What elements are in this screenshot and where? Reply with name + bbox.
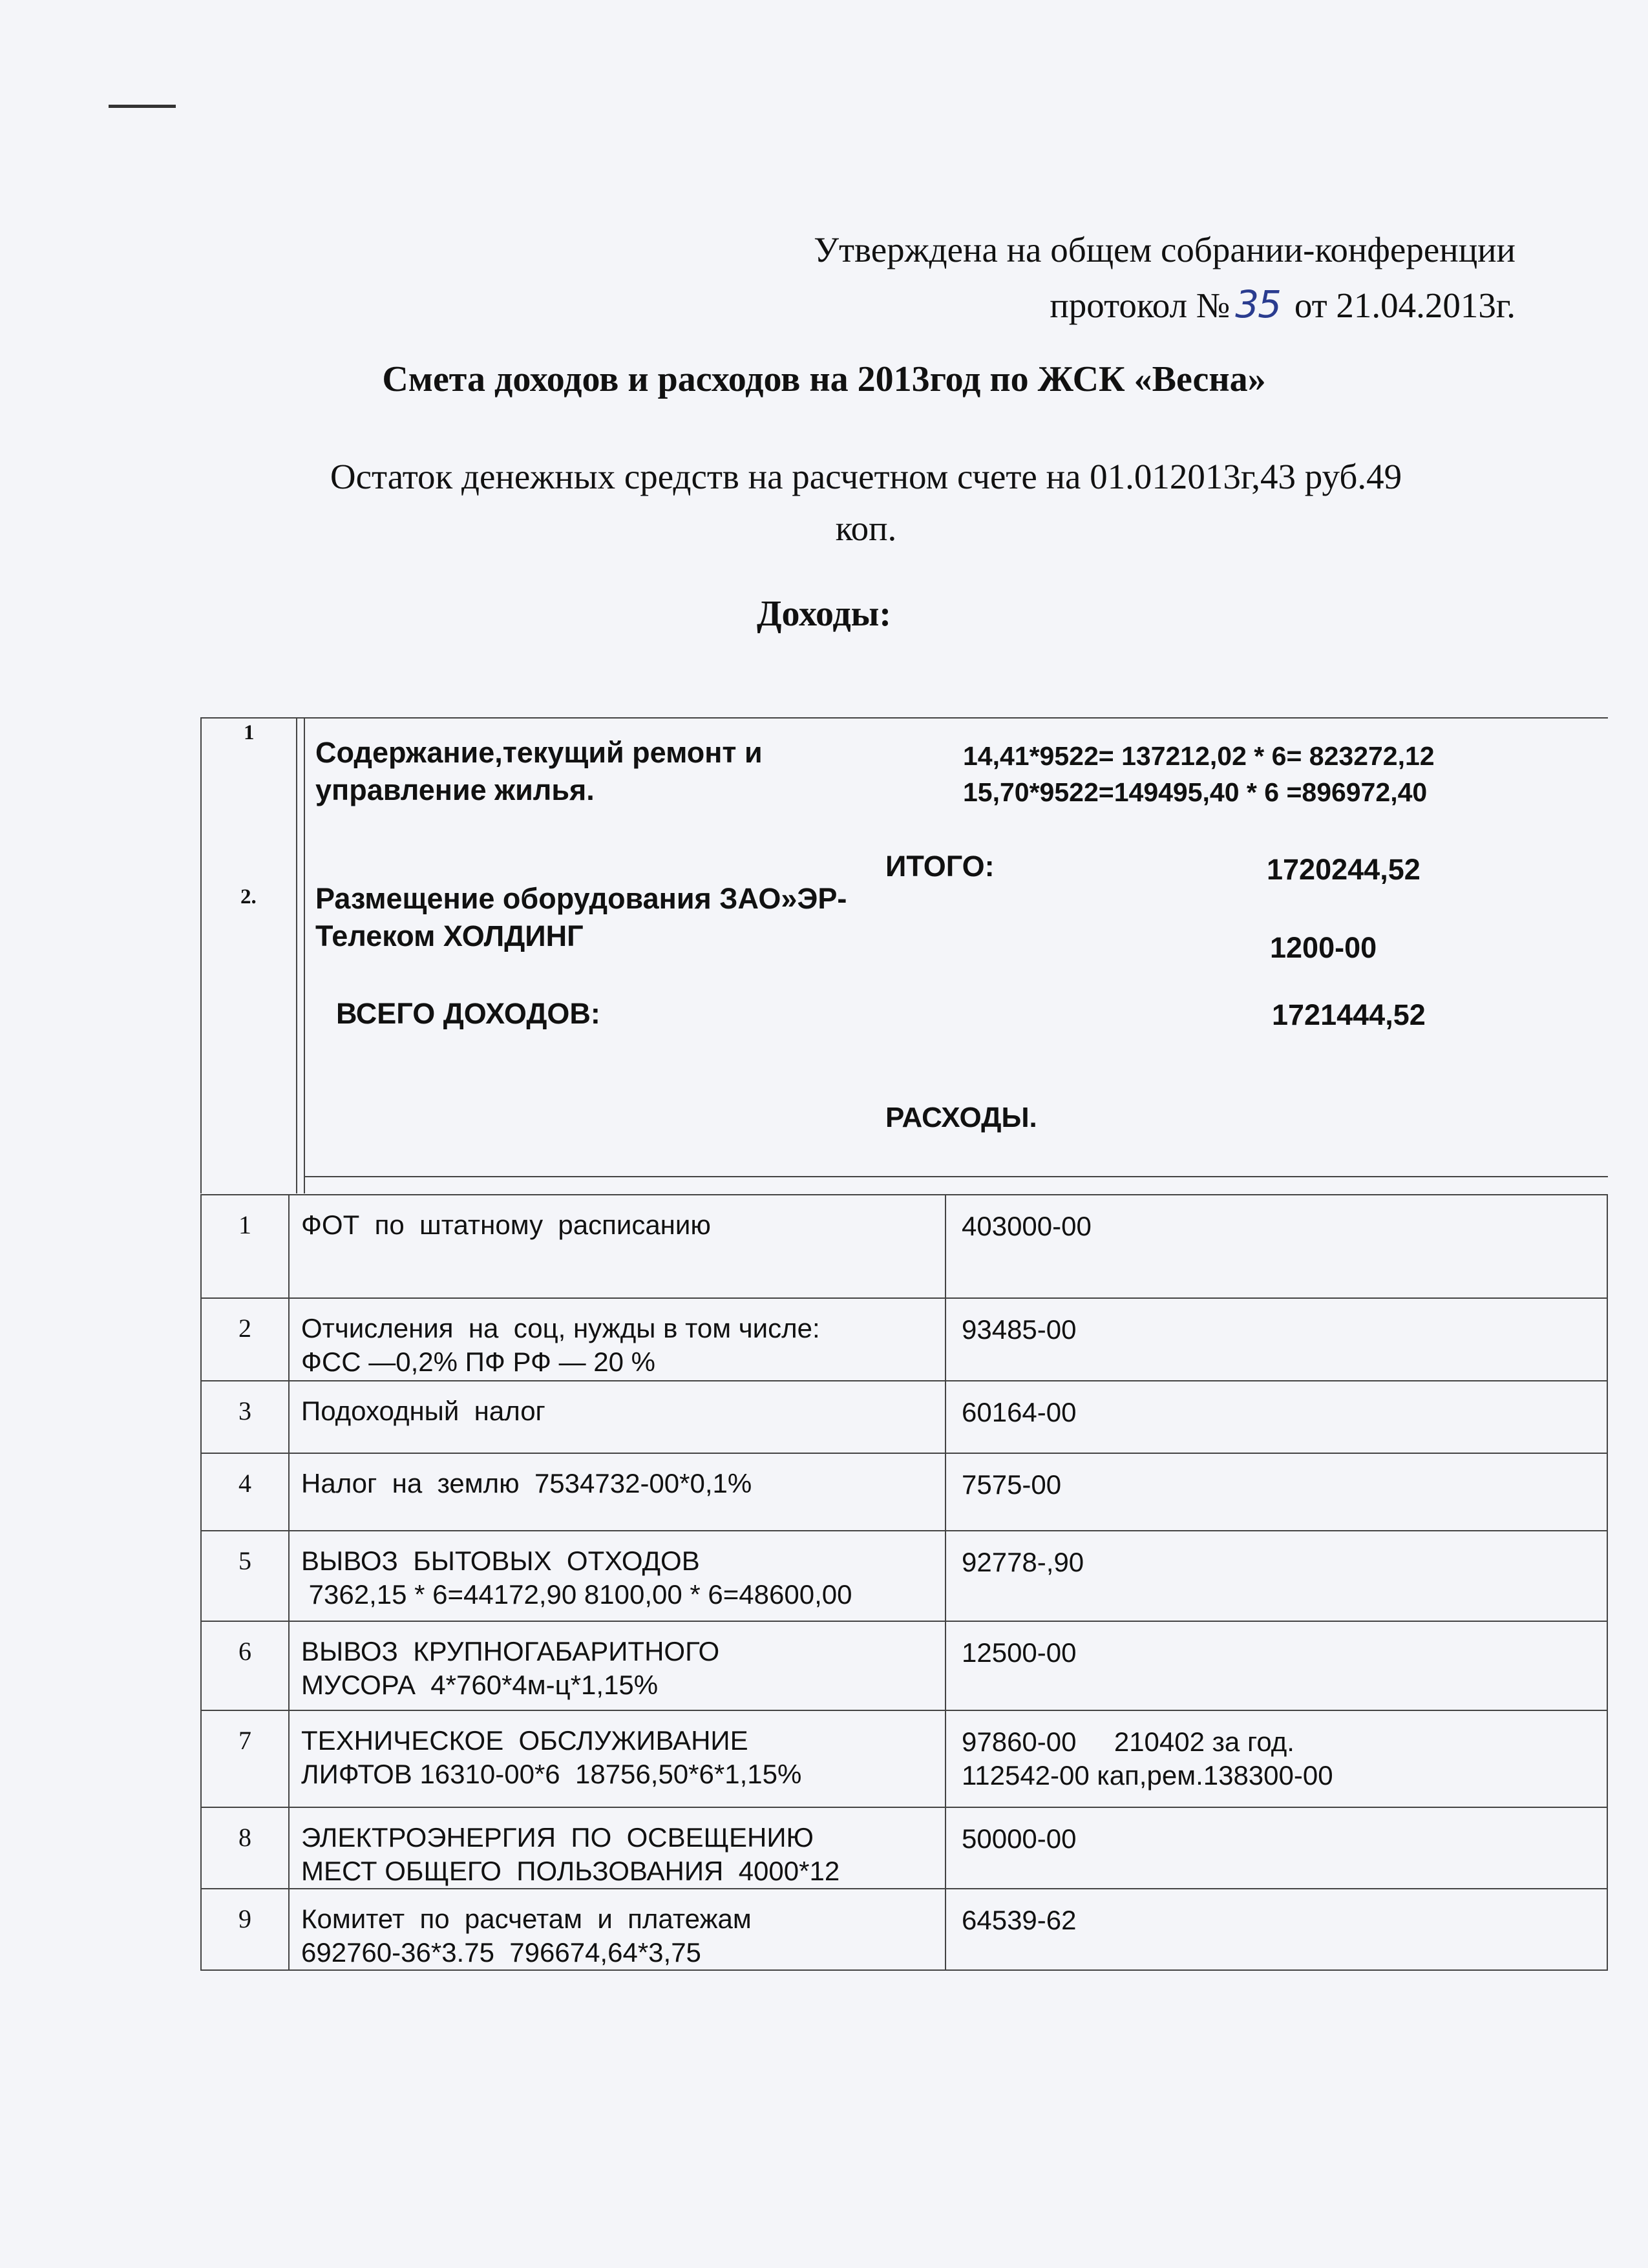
expense-amount [945,1531,1607,1621]
expense-description-line: 7362,15 * 6=44172,90 8100,00 * 6=48600,00 [301,1579,852,1610]
expense-row-number: 6 [201,1621,289,1710]
expense-row [201,1621,1607,1710]
expenses-table [200,1194,1608,1971]
balance-line-1: Остаток денежных средств на расчетном счете на 01.012013г,43 руб.49 [330,457,1402,496]
expense-description-line: Налог на землю 7534732-00*0,1% [301,1468,752,1498]
protocol-prefix: протокол № [1050,286,1231,325]
expense-amount [945,1298,1607,1381]
expense-amount [945,1621,1607,1710]
income-divider-1 [296,719,297,1193]
expense-amount-line: 403000-00 [962,1211,1092,1241]
expense-description [289,1889,945,1970]
margin-dash [109,105,176,108]
expense-row-number: 4 [201,1453,289,1531]
income-row-number: 2. [240,885,257,908]
expense-amount-line: 112542-00 кап,рем.138300-00 [962,1760,1333,1790]
document-title: Смета доходов и расходов на 2013год по ЖСК «Весна» [382,359,1266,399]
expense-amount [945,1381,1607,1453]
income-row-label: Содержание,текущий ремонт и управление жилья. [315,736,763,806]
expense-description-line: ЭЛЕКТРОЭНЕРГИЯ ПО ОСВЕЩЕНИЮ [301,1822,814,1853]
expense-row [201,1889,1607,1970]
income-border-left [200,719,202,1193]
expense-description-line: ВЫВОЗ БЫТОВЫХ ОТХОДОВ [301,1546,700,1576]
expense-amount-line: 97860-00 210402 за год. [962,1727,1294,1757]
protocol-date: от 21.04.2013г. [1294,286,1516,325]
expense-row [201,1298,1607,1381]
expense-row [201,1381,1607,1453]
expense-amount [945,1453,1607,1531]
expense-row-number: 7 [201,1710,289,1807]
expenses-heading: РАСХОДЫ. [885,1102,1037,1133]
expense-row [201,1195,1607,1298]
expense-description-line: ВЫВОЗ КРУПНОГАБАРИТНОГО [301,1636,720,1666]
expense-description-line: ТЕХНИЧЕСКОЕ ОБСЛУЖИВАНИЕ [301,1725,748,1756]
expense-amount [945,1889,1607,1970]
balance-line-2: коп. [835,509,897,548]
expense-description-line: Отчисления на соц, нужды в том числе: [301,1313,820,1343]
income-divider-2 [304,719,305,1193]
income-subtotal-label: ИТОГО: [885,850,995,883]
expense-description-line: ФОТ по штатному расписанию [301,1210,711,1240]
expense-description-line: МУСОРА 4*760*4м-ц*1,15% [301,1670,659,1700]
expense-description-line: 692760-36*3.75 796674,64*3,75 [301,1937,701,1968]
approval-note [611,223,1516,333]
income-heading: Доходы: [756,594,892,634]
income-subtotal-value: 1720244,52 [1267,853,1421,886]
income-border-bottom [304,1176,1608,1177]
expense-description-line: ЛИФТОВ 16310-00*6 18756,50*6*1,15% [301,1759,802,1789]
expense-row-number: 1 [201,1195,289,1298]
expense-description [289,1381,945,1453]
expense-row [201,1807,1607,1889]
expense-description-line: ФСС —0,2% ПФ РФ — 20 % [301,1347,655,1377]
expense-description-line: МЕСТ ОБЩЕГО ПОЛЬЗОВАНИЯ 4000*12 [301,1856,840,1886]
expense-row-number: 9 [201,1889,289,1970]
expense-description [289,1710,945,1807]
expense-description [289,1195,945,1298]
expense-amount-line: 92778-,90 [962,1547,1084,1577]
expense-row-number: 8 [201,1807,289,1889]
expense-amount [945,1710,1607,1807]
expense-row-number: 5 [201,1531,289,1621]
expense-amount-line: 64539-62 [962,1905,1077,1935]
expense-description [289,1531,945,1621]
income-total-value: 1721444,52 [1272,998,1426,1031]
expense-row [201,1453,1607,1531]
expense-row [201,1531,1607,1621]
expenses-table-body [201,1195,1607,1970]
protocol-number-handwritten: 35 [1235,282,1281,326]
protocol-line [611,277,1516,333]
income-row-label: Размещение оборудования ЗАО»ЭР- Телеком ХОЛДИНГ [315,882,847,952]
expense-amount [945,1195,1607,1298]
income-row-amount: 1200-00 [1270,931,1377,964]
expense-amount-line: 12500-00 [962,1637,1077,1668]
expense-row [201,1710,1607,1807]
expense-amount-line: 60164-00 [962,1397,1077,1427]
expense-description-line: Комитет по расчетам и платежам [301,1904,752,1934]
expense-amount [945,1807,1607,1889]
expense-row-number: 2 [201,1298,289,1381]
expense-description [289,1298,945,1381]
approval-line: Утверждена на общем собрании-конференции [814,230,1516,269]
income-row-number: 1 [244,721,255,744]
expense-amount-line: 7575-00 [962,1469,1062,1500]
income-row-calculation: 14,41*9522= 137212,02 * 6= 823272,12 15,70*9522=149495,40 * 6 =896972,40 [963,741,1435,807]
expense-description [289,1807,945,1889]
expense-amount-line: 93485-00 [962,1314,1077,1345]
income-total-label: ВСЕГО ДОХОДОВ: [336,997,600,1030]
expense-description-line: Подоходный налог [301,1396,545,1426]
expense-description [289,1453,945,1531]
balance-note [194,451,1538,554]
expense-amount-line: 50000-00 [962,1823,1077,1854]
expense-description [289,1621,945,1710]
expense-row-number: 3 [201,1381,289,1453]
